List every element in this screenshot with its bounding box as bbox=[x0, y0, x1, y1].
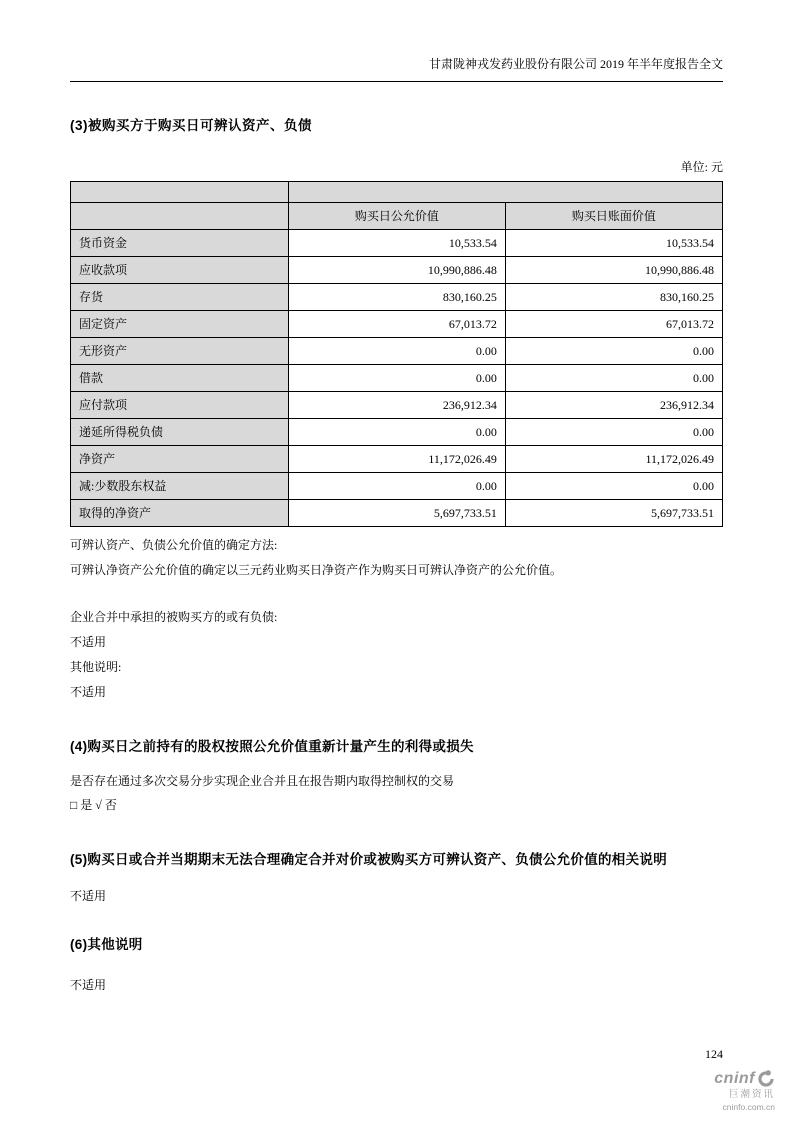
section4-heading: (4)购买日之前持有的股权按照公允价值重新计量产生的利得或损失 bbox=[70, 739, 474, 754]
table-row bbox=[71, 230, 723, 257]
fair-value-method-label: 可辨认资产、负债公允价值的确定方法: bbox=[70, 538, 278, 552]
fair-value-cell: 830,160.25 bbox=[288, 284, 505, 311]
fair-value-cell: 10,990,886.48 bbox=[288, 257, 505, 284]
contingent-liabilities-label: 企业合并中承担的被购买方的或有负债: bbox=[70, 610, 278, 624]
section6-heading: (6)其他说明 bbox=[70, 937, 143, 952]
row-label: 净资产 bbox=[71, 446, 289, 473]
table-row bbox=[71, 446, 723, 473]
row-label: 递延所得税负债 bbox=[71, 419, 289, 446]
table-row bbox=[71, 392, 723, 419]
table-row bbox=[71, 257, 723, 284]
cninfo-swirl-icon bbox=[757, 1070, 775, 1088]
fair-value-cell: 67,013.72 bbox=[288, 311, 505, 338]
fair-value-cell: 0.00 bbox=[288, 338, 505, 365]
page-number: 124 bbox=[705, 1047, 723, 1061]
table-row bbox=[71, 419, 723, 446]
table-header-row bbox=[71, 203, 723, 230]
table-row bbox=[71, 473, 723, 500]
book-value-cell: 0.00 bbox=[505, 419, 722, 446]
fair-value-method-detail: 可辨认净资产公允价值的确定以三元药业购买日净资产作为购买日可辨认净资产的公允价值。 bbox=[70, 563, 563, 577]
fair-value-cell: 0.00 bbox=[288, 365, 505, 392]
table-row bbox=[71, 284, 723, 311]
cninfo-logo-subtitle: 巨潮资讯 bbox=[728, 1089, 775, 1101]
table-row bbox=[71, 338, 723, 365]
fair-value-cell: 10,533.54 bbox=[288, 230, 505, 257]
fair-value-cell: 11,172,026.49 bbox=[288, 446, 505, 473]
row-label: 存货 bbox=[71, 284, 289, 311]
table-spacer-row bbox=[71, 182, 723, 203]
fair-value-cell: 0.00 bbox=[288, 473, 505, 500]
step-acquisition-answer: □ 是 √ 否 bbox=[70, 798, 117, 812]
fair-value-cell: 0.00 bbox=[288, 419, 505, 446]
row-label: 减:少数股东权益 bbox=[71, 473, 289, 500]
spacer-cell bbox=[71, 182, 289, 203]
other-notes-value: 不适用 bbox=[70, 685, 107, 699]
book-value-column-header: 购买日账面价值 bbox=[505, 203, 722, 230]
book-value-cell: 11,172,026.49 bbox=[505, 446, 722, 473]
book-value-cell: 0.00 bbox=[505, 365, 722, 392]
fair-value-column-header: 购买日公允价值 bbox=[288, 203, 505, 230]
book-value-cell: 10,990,886.48 bbox=[505, 257, 722, 284]
book-value-cell: 10,533.54 bbox=[505, 230, 722, 257]
section3-heading: (3)被购买方于购买日可辨认资产、负债 bbox=[70, 118, 312, 133]
book-value-cell: 0.00 bbox=[505, 473, 722, 500]
table-row bbox=[71, 311, 723, 338]
section5-heading: (5)购买日或合并当期期末无法合理确定合并对价或被购买方可辨认资产、负债公允价值的相关说明 bbox=[70, 852, 667, 867]
cninfo-logo bbox=[714, 1070, 775, 1112]
spacer-cell bbox=[288, 182, 722, 203]
doc-header bbox=[70, 55, 723, 82]
table-row bbox=[71, 500, 723, 527]
row-label: 取得的净资产 bbox=[71, 500, 289, 527]
contingent-liabilities-value: 不适用 bbox=[70, 635, 107, 649]
book-value-cell: 67,013.72 bbox=[505, 311, 722, 338]
row-label: 应付款项 bbox=[71, 392, 289, 419]
unit-label: 单位: 元 bbox=[680, 160, 723, 174]
doc-title: 甘肃陇神戎发药业股份有限公司 2019 年半年度报告全文 bbox=[428, 57, 723, 71]
row-label: 固定资产 bbox=[71, 311, 289, 338]
table-row bbox=[71, 365, 723, 392]
fair-value-cell: 236,912.34 bbox=[288, 392, 505, 419]
row-label: 货币资金 bbox=[71, 230, 289, 257]
row-label: 无形资产 bbox=[71, 338, 289, 365]
cninfo-logo-url: cninfo.com.cn bbox=[722, 1101, 775, 1112]
row-label: 应收款项 bbox=[71, 257, 289, 284]
other-notes-label: 其他说明: bbox=[70, 660, 122, 674]
cninfo-logo-text: cninf bbox=[714, 1070, 755, 1088]
identifiable-assets-liabilities-table bbox=[70, 181, 723, 527]
book-value-cell: 830,160.25 bbox=[505, 284, 722, 311]
row-label: 借款 bbox=[71, 365, 289, 392]
item-column-header bbox=[71, 203, 289, 230]
book-value-cell: 0.00 bbox=[505, 338, 722, 365]
step-acquisition-question: 是否存在通过多次交易分步实现企业合并且在报告期内取得控制权的交易 bbox=[70, 774, 455, 788]
fair-value-cell: 5,697,733.51 bbox=[288, 500, 505, 527]
book-value-cell: 5,697,733.51 bbox=[505, 500, 722, 527]
book-value-cell: 236,912.34 bbox=[505, 392, 722, 419]
section6-value: 不适用 bbox=[70, 978, 107, 992]
section5-value: 不适用 bbox=[70, 889, 107, 903]
